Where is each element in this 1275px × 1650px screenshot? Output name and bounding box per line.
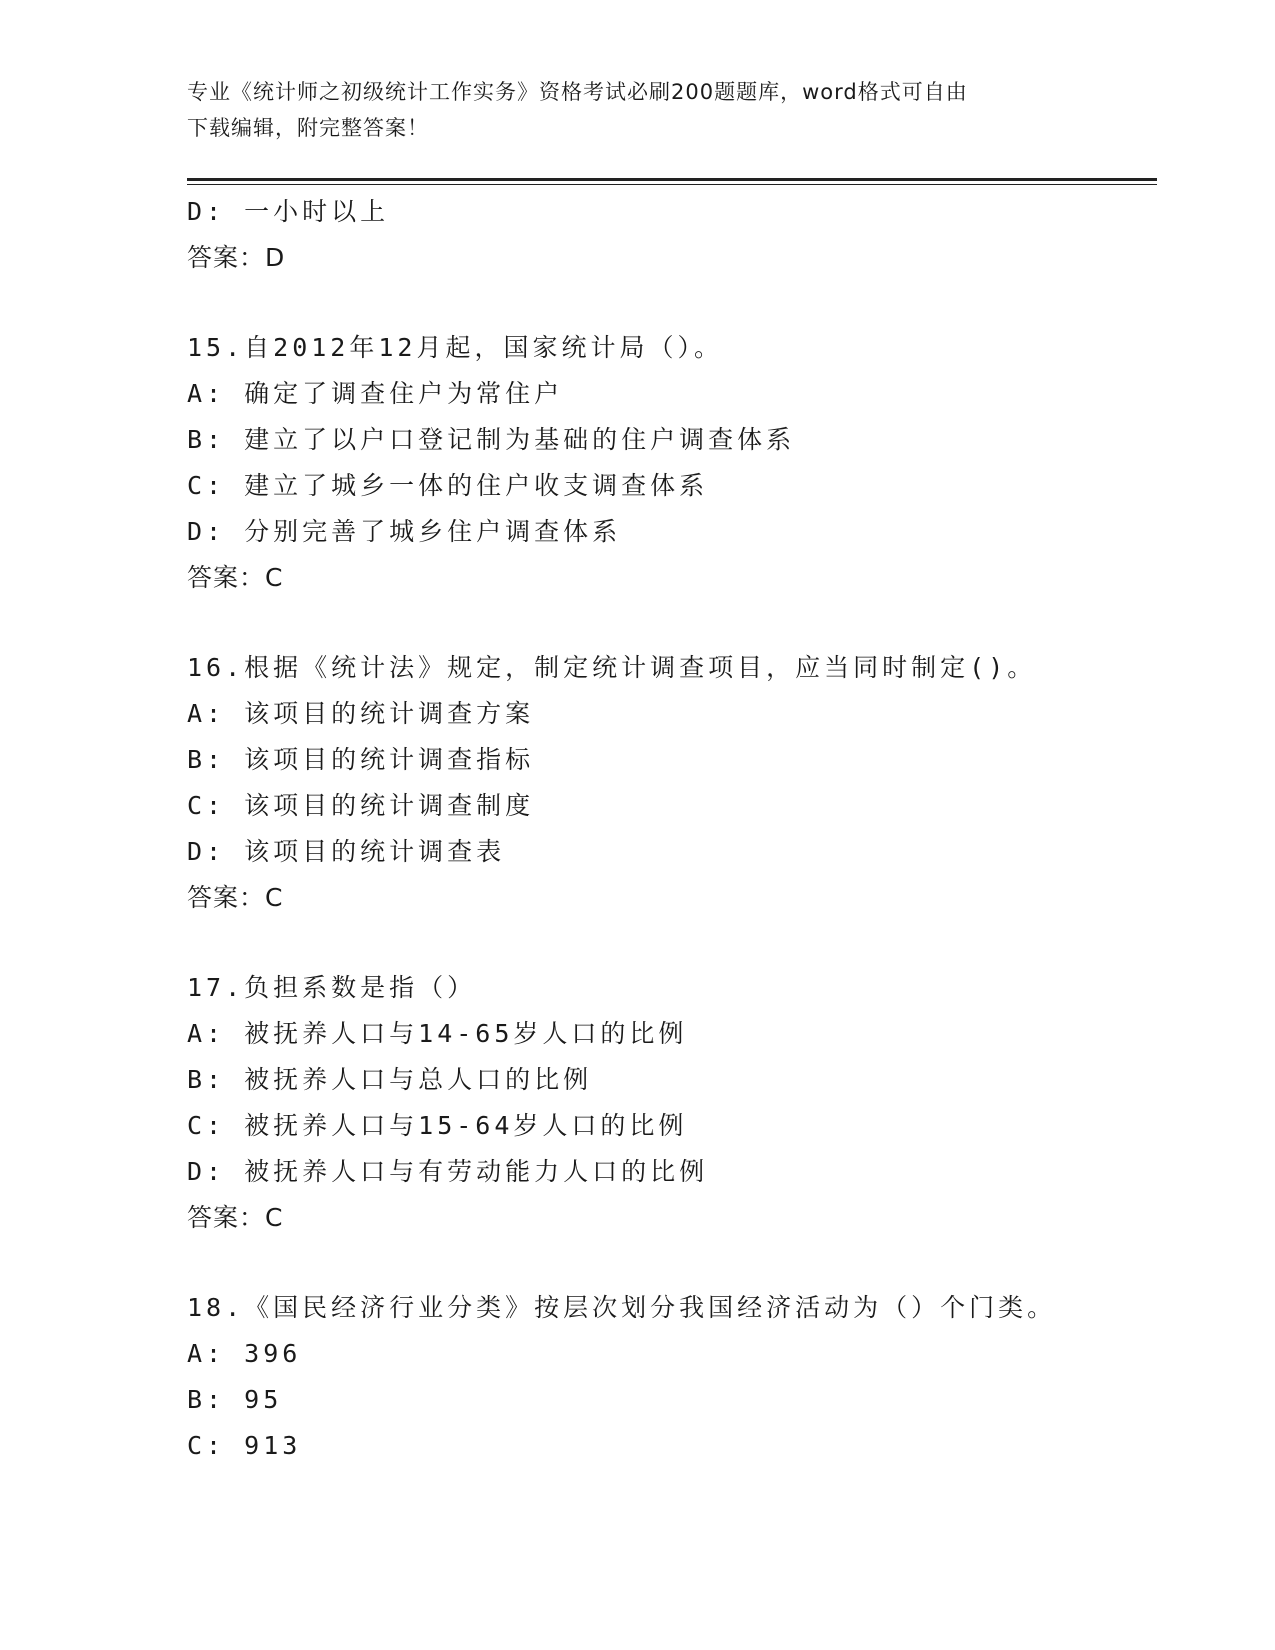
answer: 答案：C — [187, 883, 284, 912]
option-b: B: 被抚养人口与总人口的比例 — [187, 1065, 593, 1094]
header-divider-thick — [187, 178, 1157, 181]
question-15 — [187, 325, 1157, 601]
option-d: D: 分别完善了城乡住户调查体系 — [187, 517, 622, 546]
question-18 — [187, 1285, 1157, 1469]
option-b: B: 95 — [187, 1385, 283, 1414]
option-c: C: 被抚养人口与15-64岁人口的比例 — [187, 1111, 688, 1140]
question-stem: 16.根据《统计法》规定，制定统计调查项目，应当同时制定()。 — [187, 653, 1037, 682]
option-d: D: 被抚养人口与有劳动能力人口的比例 — [187, 1157, 709, 1186]
question-stem: 15.自2012年12月起，国家统计局（）。 — [187, 333, 723, 362]
question-16 — [187, 645, 1157, 921]
option-c: C: 该项目的统计调查制度 — [187, 791, 535, 820]
spacer — [187, 601, 1157, 645]
option-a: A: 该项目的统计调查方案 — [187, 699, 535, 728]
spacer — [187, 921, 1157, 965]
question-stem: 17.负担系数是指（） — [187, 973, 477, 1002]
option-c: C: 913 — [187, 1431, 302, 1460]
answer: 答案：C — [187, 563, 284, 592]
option-b: B: 该项目的统计调查指标 — [187, 745, 535, 774]
prev-answer: 答案：D — [187, 243, 286, 272]
question-stem: 18.《国民经济行业分类》按层次划分我国经济活动为（）个门类。 — [187, 1293, 1057, 1322]
option-a: A: 396 — [187, 1339, 302, 1368]
option-b: B: 建立了以户口登记制为基础的住户调查体系 — [187, 425, 796, 454]
question-content — [187, 189, 1157, 1469]
document-header — [187, 74, 1087, 146]
option-a: A: 确定了调查住户为常住户 — [187, 379, 564, 408]
question-17 — [187, 965, 1157, 1241]
option-d: D: 该项目的统计调查表 — [187, 837, 506, 866]
spacer — [187, 1241, 1157, 1285]
prev-option-d: D: 一小时以上 — [187, 197, 390, 226]
header-line-2: 下载编辑，附完整答案！ — [187, 116, 429, 140]
header-line-1: 专业《统计师之初级统计工作实务》资格考试必刷200题题库，word格式可自由 — [187, 80, 968, 104]
spacer — [187, 281, 1157, 325]
answer: 答案：C — [187, 1203, 284, 1232]
header-divider-thin — [187, 184, 1157, 185]
option-c: C: 建立了城乡一体的住户收支调查体系 — [187, 471, 709, 500]
option-a: A: 被抚养人口与14-65岁人口的比例 — [187, 1019, 688, 1048]
